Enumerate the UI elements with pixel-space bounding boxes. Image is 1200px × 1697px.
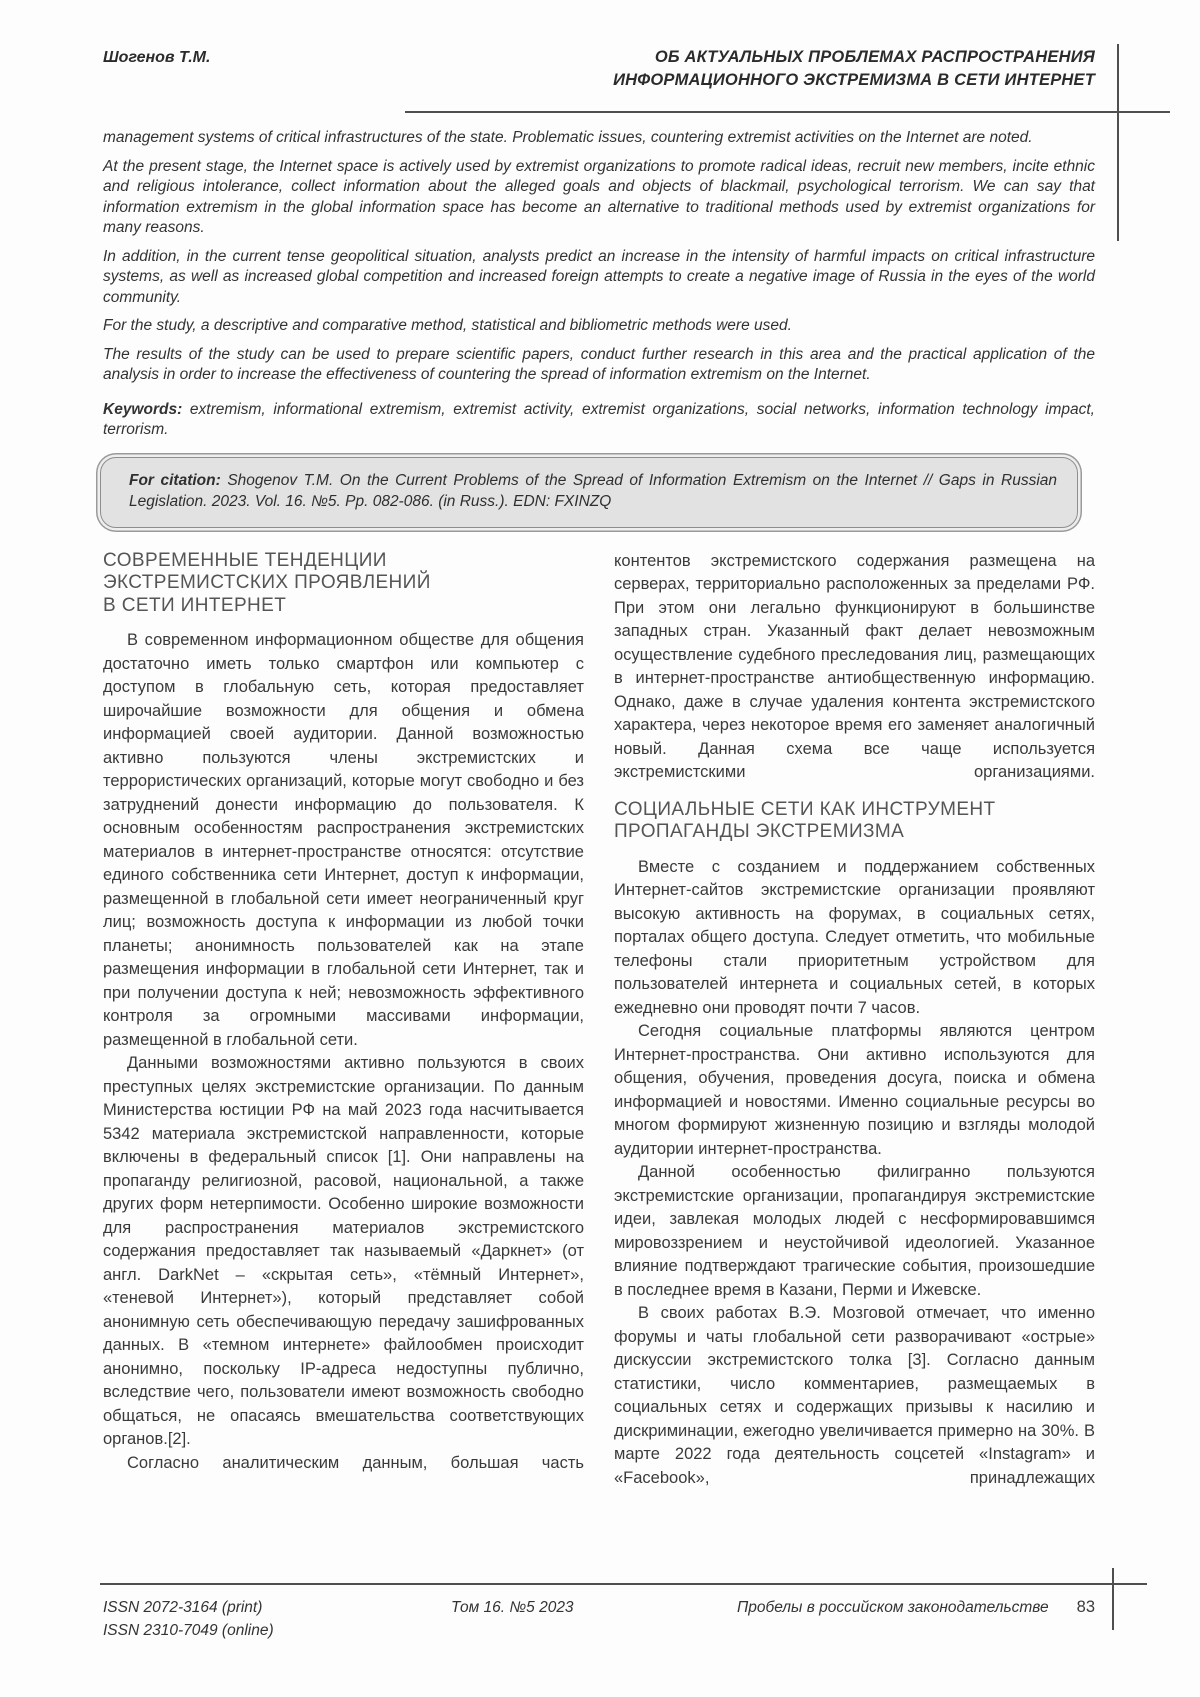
body-paragraph-continuation: контентов экстремистского содержания размещена на серверах, территориально расположенных за пределами РФ. При этом они легально функционируют в большинстве западных стран. Указанный факт делает невозможным осуществление судебного преследования лиц, размещающих в интернет-пространстве антиобщественную информацию. Однако, даже в случае удаления контента экстремистского характера, через некоторое время его заменяет аналогичный новый. Данная схема все чаще используется экстремистскими организациями. [614,551,1095,781]
keywords-paragraph [103,400,1095,441]
section-heading-modern-trends: СОВРЕМЕННЫЕ ТЕНДЕНЦИИ ЭКСТРЕМИСТСКИХ ПРОЯВЛЕНИЙ В СЕТИ ИНТЕРНЕТ [103,549,431,616]
keywords-label: Keywords: [103,400,183,418]
footer-issn-online: ISSN 2310-7049 (online) [103,1622,274,1639]
body-columns [103,550,1095,1491]
footer-journal-title: Пробелы в российском законодательстве [737,1599,1049,1616]
footer-issn [103,1596,274,1642]
abstract-section [103,128,1095,386]
body-paragraph: Данными возможностями активно пользуются в своих преступных целях экстремистские организации. По данным Министерства юстиции РФ на май 2023 года насчитывается 5342 материала экстремистской направленности, которые включены в федеральный список [1]. Они направлены на пропаганду религиозной, расовой, национальной, а также других форм нетерпимости. Особенно широкие возможности для распространения материалов экстремистского содержания предоставляет так называемый «Даркнет» (от англ. DarkNet – «скрытая сеть», «тёмный Интернет», «теневой Интернет»), который представляет собой анонимную сеть обеспечивающую передачу зашифрованных данных. В «темном интернете» файлообмен происходит анонимно, поскольку IP-адреса недоступны публично, вследствие чего, пользователи имеют возможность свободно общаться, не опасаясь вмешательства соответствующих органов.[2]. [103,1054,584,1448]
body-paragraph: Сегодня социальные платформы являются центром Интернет-пространства. Они активно используются для общения, обучения, проведения досуга, поиска и обмена информацией и новостями. Именно социальные ресурсы во многом формируют жизненную позицию и взгляды молодой аудитории интернет-пространства. [614,1022,1095,1158]
page-header [103,46,1095,92]
abstract-paragraph: management systems of critical infrastructures of the state. Problematic issues, countering extremist activities on the Internet are noted. [103,129,1033,146]
abstract-paragraph: At the present stage, the Internet space is actively used by extremist organizations to promote radical ideas, recruit new members, incite ethnic and religious intolerance, collect information about the alleged goals and objects of blackmail, psychological terrorism. We can say that information extremism in the global information space has become an alternative to traditional methods used by extremist organizations for many reasons. [103,157,1095,236]
body-paragraph: В современном информационном обществе для общения достаточно иметь только смартфон или компьютер с доступом в глобальную сеть, которая предоставляет широчайшие возможности для общения и обмена информацией своей аудитории. Данной возможностью активно пользуются члены экстремистских и террористических организаций, которые могут свободно и без затруднений донести информацию до пользователя. К основным особенностям распространения экстремистских материалов в интернет-пространстве относятся: отсутствие единого собственника сети Интернет, доступ к информации, размещенной в глобальной сети имеет неограниченный круг лиц; возможность доступа к информации из любой точки планеты; анонимность пользователей как на этапе размещения информации в глобальной сети Интернет, так и при получении доступа к ней; невозможность эффективного контроля за огромными массивами информации, размещенной в глобальной сети. [103,631,584,1049]
header-margin-line [1117,44,1119,241]
abstract-paragraph: The results of the study can be used to prepare scientific papers, conduct further research in this area and the practical application of the analysis in order to increase the effectiveness of countering the spread of information extremism on the Internet. [103,345,1095,383]
citation-label: For citation: [129,471,221,489]
footer-page-number: 83 [1076,1598,1095,1616]
abstract-paragraph: For the study, a descriptive and comparative method, statistical and bibliometric methods were used. [103,317,792,334]
abstract-paragraph: In addition, in the current tense geopolitical situation, analysts predict an increase in the intensity of harmful impacts on critical infrastructure systems, as well as increased global competition and increased foreign attempts to create a negative image of Russia in the eyes of the world community. [103,247,1095,306]
footer-margin-line [1112,1568,1114,1630]
body-paragraph: Согласно аналитическим данным, большая часть [127,1453,584,1472]
page-content [103,128,1095,1490]
footer-right-group [737,1596,1095,1619]
header-rule [405,111,1170,113]
body-paragraph: Вместе с созданием и поддержанием собственных Интернет-сайтов экстремистские организации проявляют высокую активность на форумах, в социальных сетях, порталах общего доступа. Следует отметить, что мобильные телефоны стали приоритетным устройством для пользователей интернета и социальных сетей, в которых ежедневно они проводят почти 7 часов. [614,857,1095,1017]
body-paragraph: В своих работах В.Э. Мозговой отмечает, что именно форумы и чаты глобальной сети разворачивают «острые» дискуссии экстремистского толка [3]. Согласно данным статистики, число комментариев, размещаемых в социальных сетях и содержащих призывы к насилию и дискриминации, ежегодно увеличивается примерно на 30%. В марте 2022 года деятельность соцсетей «Instagram» и «Facebook», принадлежащих [614,1304,1095,1487]
keywords-text: extremism, informational extremism, extremist activity, extremist organizations, social networks, information technology impact, terrorism. [103,400,1095,438]
right-column [614,550,1095,1491]
body-paragraph: Данной особенностью филигранно пользуются экстремистские организации, пропагандируя экстремистские идеи, завлекая молодых людей с несформировавшимся мировоззрением и неустойчивой идеологией. Указанное влияние подтверждают трагические события, произошедшие в последнее время в Казани, Перми и Ижевске. [614,1163,1095,1299]
left-column [103,550,584,1491]
running-author: Шогенов Т.М. [103,49,211,66]
citation-paragraph [129,470,1057,513]
running-title: ОБ АКТУАЛЬНЫХ ПРОБЛЕМАХ РАСПРОСТРАНЕНИЯ ИНФОРМАЦИОННОГО ЭКСТРЕМИЗМА В СЕТИ ИНТЕРНЕТ [613,48,1095,89]
footer-volume: Том 16. №5 2023 [451,1599,574,1616]
citation-text: Shogenov T.M. On the Current Problems of the Spread of Information Extremism on the Internet // Gaps in Russian Legislation. 2023. Vol. 16. №5. Pp. 082-086. (in Russ.). EDN: FXINZQ [129,471,1057,510]
footer-rule [100,1583,1147,1585]
citation-box [100,457,1078,528]
section-heading-social-networks: СОЦИАЛЬНЫЕ СЕТИ КАК ИНСТРУМЕНТ ПРОПАГАНДЫ ЭКСТРЕМИЗМА [614,798,996,842]
footer-issn-print: ISSN 2072-3164 (print) [103,1599,263,1616]
